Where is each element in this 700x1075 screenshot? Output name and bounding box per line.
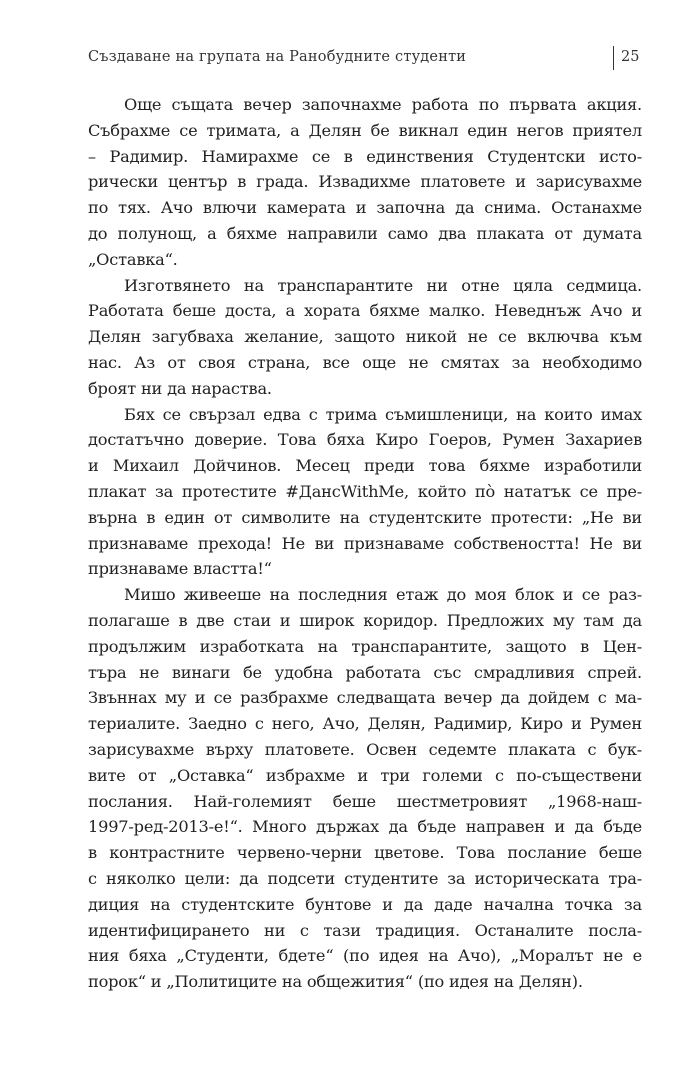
text-line: ния бяха „Студенти, бдете“ (по идея на Ачо), „Моралът не е <box>88 946 642 966</box>
text-line: диция на студентските бунтове и да даде начална точка за <box>88 894 642 914</box>
text-line: признаваме властта!“ <box>88 559 272 579</box>
text-line: Мишо живееше на последния етаж до моя блок и се раз- <box>124 585 642 605</box>
text-line: Звъннах му и се разбрахме следващата вечер да дойдем с ма- <box>88 688 642 708</box>
text-line: върна в един от символите на студентските протести: „Не ви <box>88 507 642 527</box>
running-header-title: Създаване на групата на Ранобудните студенти <box>88 49 467 65</box>
text-line: Още същата вечер започнахме работа по първата акция. <box>124 95 642 114</box>
text-line: с няколко цели: да подсети студентите за историческата тра- <box>88 868 642 888</box>
body-text <box>88 92 642 995</box>
text-line: зарисувахме върху платовете. Освен седемте плаката с бук- <box>88 739 642 759</box>
page-number: 25 <box>621 49 640 65</box>
text-line: плакат за протестите #ДансWithMe, който пò нататък се пре- <box>88 481 642 501</box>
text-line: търа не винаги бе удобна работата със смрадливия спрей. <box>88 662 642 682</box>
text-line: 1997-ред-2013-е!“. Много държах да бъде направен и да бъде <box>88 817 642 837</box>
text-line: Изготвянето на транспарантите ни отне цяла седмица. <box>124 275 642 295</box>
text-line: броят ни да нараства. <box>88 378 272 398</box>
text-line: по тях. Ачо влючи камерата и започна да снима. Останахме <box>88 198 642 218</box>
text-line: рически център в града. Извадихме платовете и зарисувахме <box>88 172 642 192</box>
paragraph <box>88 402 642 583</box>
text-line: достатъчно доверие. Това бяха Киро Гоеров, Румен Захариев <box>88 430 642 450</box>
text-line: в контрастните червено-черни цветове. Това послание беше <box>88 843 642 863</box>
text-line: Събрахме се тримата, а Делян бе викнал един негов приятел <box>88 120 642 140</box>
text-line: порок“ и „Политиците на общежития“ (по идея на Делян). <box>88 972 583 992</box>
running-header <box>88 46 648 76</box>
text-line: продължим изработката на транспарантите, защото в Цен- <box>88 636 642 656</box>
paragraph <box>88 582 642 995</box>
text-line: вите от „Оставка“ избрахме и три големи с по-съществени <box>88 765 642 785</box>
text-line: Бях се свързал едва с трима съмишленици, на които имах <box>124 404 642 424</box>
text-line: послания. Най-големият беше шестметровият „1968-наш- <box>88 791 642 811</box>
paragraph <box>88 273 642 402</box>
text-line: териалите. Заедно с него, Ачо, Делян, Радимир, Киро и Румен <box>88 714 642 734</box>
text-line: признаваме прехода! Не ви признаваме собствеността! Не ви <box>88 533 642 553</box>
header-divider <box>613 46 614 70</box>
paragraph <box>88 92 642 273</box>
text-line: до полунощ, а бяхме направили само два плаката от думата <box>88 223 642 243</box>
text-line: – Радимир. Намирахме се в единствения Студентски исто- <box>88 146 642 166</box>
text-line: нас. Аз от своя страна, все още не смятах за необходимо <box>88 352 642 372</box>
text-line: идентифицирането ни с тази традиция. Останалите посла- <box>88 920 642 940</box>
text-line: Делян загубваха желание, защото никой не се включва към <box>88 327 642 347</box>
text-line: полагаше в две стаи и широк коридор. Предложих му там да <box>88 610 642 630</box>
text-line: Работата беше доста, а хората бяхме малко. Неведнъж Ачо и <box>88 301 642 321</box>
text-line: „Оставка“. <box>88 249 178 269</box>
text-line: и Михаил Дойчинов. Месец преди това бяхме изработили <box>88 456 642 476</box>
